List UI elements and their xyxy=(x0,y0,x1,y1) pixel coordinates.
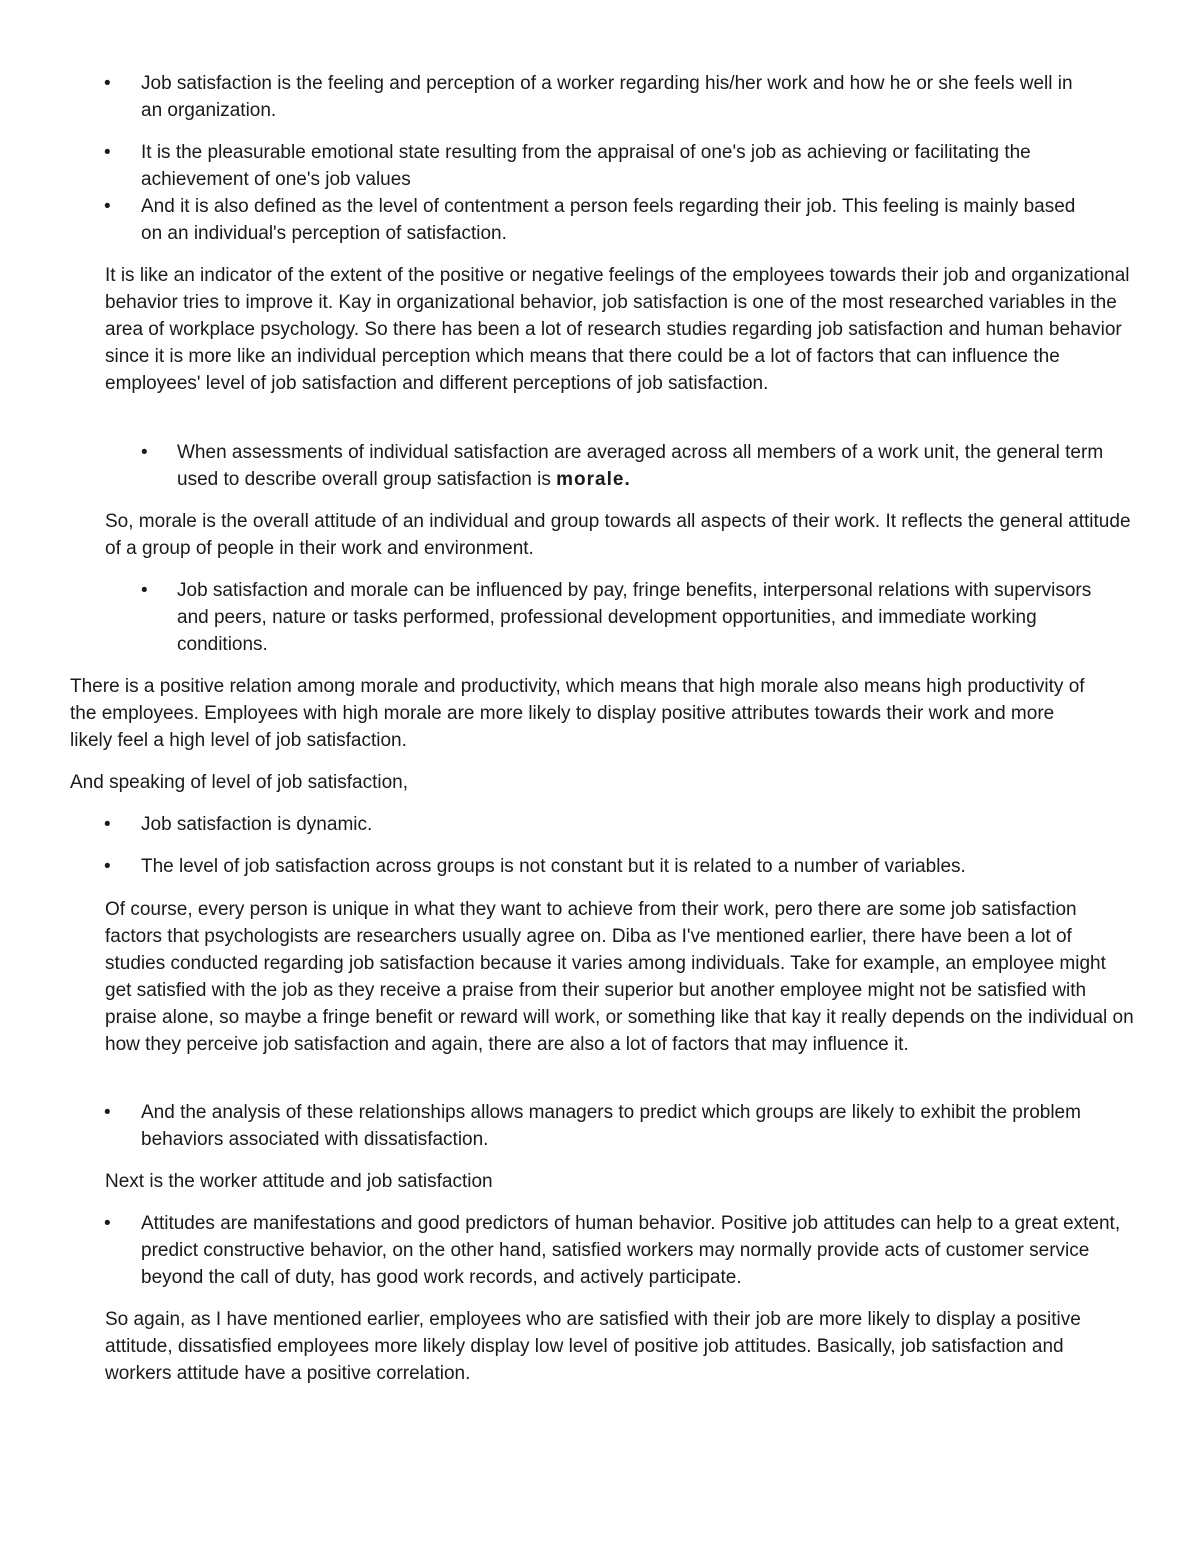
bullet-icon: • xyxy=(104,814,111,835)
bullet-text: Job satisfaction is the feeling and perception of a worker regarding his/her work and how he or she feels well in an organization. xyxy=(141,73,1073,121)
bullet-text: And it is also defined as the level of contentment a person feels regarding their job. This feeling is mainly based on an individual's perception of satisfaction. xyxy=(141,196,1076,244)
morale-bold-term: morale. xyxy=(556,469,631,490)
bullet-text: It is the pleasurable emotional state resulting from the appraisal of one's job as achieving or facilitating the achievement of one's job values xyxy=(141,142,1031,190)
paragraph: So, morale is the overall attitude of an individual and group towards all aspects of their work. It reflects the general attitude of a group of people in their work and environment. xyxy=(105,511,1131,559)
paragraph: And speaking of level of job satisfaction, xyxy=(70,772,408,793)
bullet-text: Job satisfaction and morale can be influenced by pay, fringe benefits, interpersonal relations with supervisors and peers, nature or tasks performed, professional development opportunities, and immediate working conditions. xyxy=(177,580,1092,655)
bullet-icon: • xyxy=(141,442,148,463)
paragraph: Next is the worker attitude and job satisfaction xyxy=(105,1171,493,1192)
bullet-item xyxy=(104,853,1144,880)
bullet-text xyxy=(141,439,1127,493)
bullet-item xyxy=(104,1210,1144,1291)
bullet-item xyxy=(141,577,1141,658)
bullet-item xyxy=(104,70,1104,124)
bullet-icon: • xyxy=(104,73,111,94)
bullet-icon: • xyxy=(104,1102,111,1123)
paragraph: So again, as I have mentioned earlier, employees who are satisfied with their job are more likely to display a positive attitude, dissatisfied employees more likely display low level of positive job attitudes. Basically, job satisfaction and workers attitude have a positive correlation. xyxy=(105,1309,1081,1384)
bullet-icon: • xyxy=(104,142,111,163)
bullet-item xyxy=(141,439,1141,493)
bullet-text: Job satisfaction is dynamic. xyxy=(141,814,373,835)
bullet-item xyxy=(104,193,1134,247)
bullet-text: The level of job satisfaction across groups is not constant but it is related to a number of variables. xyxy=(141,856,966,877)
paragraph: There is a positive relation among morale and productivity, which means that high morale also means high productivity of the employees. Employees with high morale are more likely to display positive attributes towards their work and more likely feel a high level of job satisfaction. xyxy=(70,676,1085,751)
bullet-icon: • xyxy=(104,1213,111,1234)
paragraph: Of course, every person is unique in what they want to achieve from their work, pero there are some job satisfaction factors that psychologists are researchers usually agree on. Diba as I've mentioned earlier, there have been a lot of studies conducted regarding job satisfaction because it varies among individuals. Take for example, an employee might get satisfied with the job as they receive a praise from their superior but another employee might not be satisfied with praise alone, so maybe a fringe benefit or reward will work, or something like that kay it really depends on the individual on how they perceive job satisfaction and again, there are also a lot of factors that may influence it. xyxy=(105,899,1134,1055)
bullet-icon: • xyxy=(104,196,111,217)
bullet-item xyxy=(104,1099,1144,1153)
bullet-item xyxy=(104,139,1134,193)
bullet-text: Attitudes are manifestations and good predictors of human behavior. Positive job attitudes can help to a great extent, predict constructive behavior, on the other hand, satisfied workers may normally provide acts of customer service beyond the call of duty, has good work records, and actively participate. xyxy=(141,1213,1121,1288)
bullet-icon: • xyxy=(104,856,111,877)
bullet-icon: • xyxy=(141,580,148,601)
bullet-text-prefix: When assessments of individual satisfaction are averaged across all members of a work unit, the general term used to describe overall group satisfaction is xyxy=(177,442,1104,490)
bullet-item xyxy=(104,811,1134,838)
bullet-text: And the analysis of these relationships allows managers to predict which groups are likely to exhibit the problem behaviors associated with dissatisfaction. xyxy=(141,1102,1081,1150)
paragraph: It is like an indicator of the extent of the positive or negative feelings of the employees towards their job and organizational behavior tries to improve it. Kay in organizational behavior, job satisfaction is one of the most researched variables in the area of workplace psychology. So there has been a lot of research studies regarding job satisfaction and human behavior since it is more like an individual perception which means that there could be a lot of factors that can influence the employees' level of job satisfaction and different perceptions of job satisfaction. xyxy=(105,265,1130,394)
